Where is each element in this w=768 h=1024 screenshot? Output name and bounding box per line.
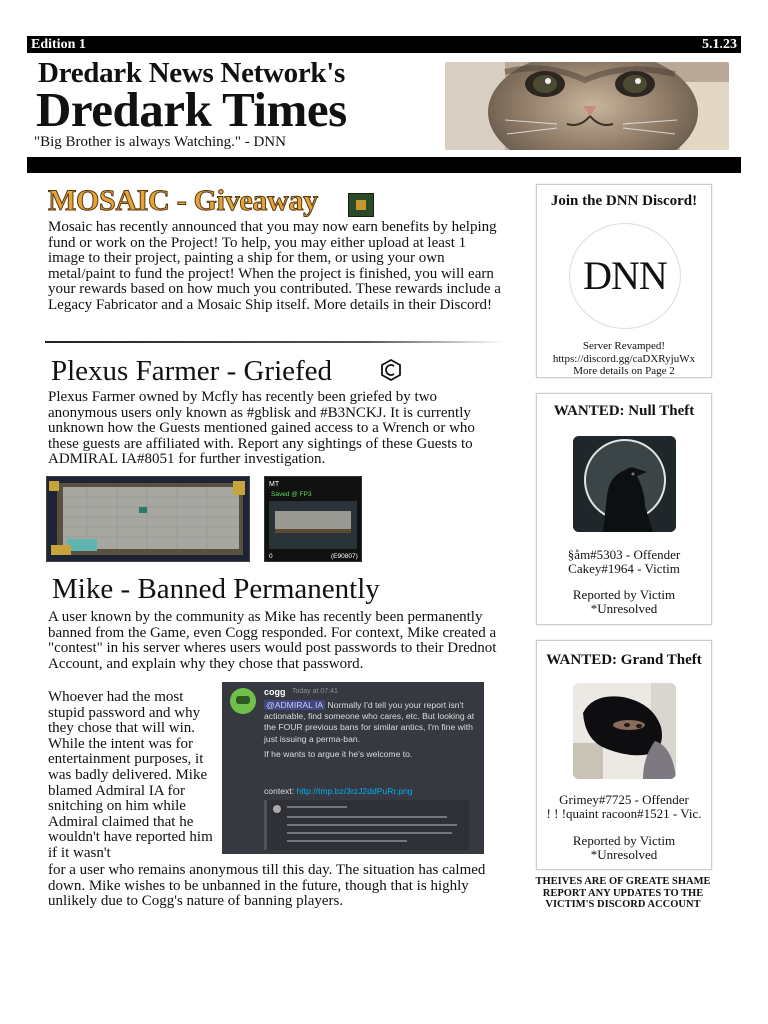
null-status: *Unresolved	[590, 601, 658, 617]
shame-notice: THEIVES ARE OF GREATE SHAME REPORT ANY UPDATES TO THE VICTIM'S DISCORD ACCOUNT	[535, 876, 711, 910]
grand-theft-parties	[537, 793, 711, 822]
ship-screenshot-wide	[46, 476, 250, 562]
mosaic-logo-icon	[348, 193, 374, 217]
grand-offender: Grimey#7725 - Offender	[559, 792, 689, 807]
null-offender: §åm#5303 - Offender	[567, 547, 681, 562]
grand-victim: ! ! !quaint racoon#1521 - Vic.	[546, 806, 702, 822]
discord-invite-link[interactable]: https://discord.gg/caDXRyjuWx	[552, 352, 696, 365]
mike-article-body-top: A user known by the community as Mike has recently been permanently banned from the Game, even Cogg responded. For context, Mike created a "contest" in his server wheres users would post passwords to their Drednot Account, and explain why they chose that password.	[48, 609, 497, 672]
page-reference: More details on Page 2	[573, 365, 675, 377]
discord-context-link[interactable]: http://tmp.bz/3rzJ2ddPuRr.png	[296, 786, 413, 796]
crow-image	[573, 436, 676, 532]
grand-status: *Unresolved	[590, 847, 658, 863]
discord-promo-note	[537, 340, 711, 378]
mike-article-body-bottom: for a user who remains anonymous till this day. The situation has calmed down. Mike wishes to be unbanned in the future, though that is highly unlikely due to Cogg's nature of banning players.	[48, 862, 486, 910]
null-theft-status	[537, 588, 711, 617]
mosaic-headline: MOSAIC - Giveaway	[48, 184, 318, 217]
discord-message-text: Normally I'd tell you your report isn't actionable, find someone who cares, etc. But looking at the FOUR previous bans for similar antics, I'm fine with just issuing a perma-ban.	[264, 700, 475, 744]
discord-username: cogg	[264, 687, 286, 697]
edition-label: Edition 1	[31, 37, 86, 52]
discord-context-line	[264, 786, 413, 796]
discord-message-screenshot	[222, 682, 484, 854]
newspaper-title: Dredark Times	[36, 82, 347, 137]
dnn-logo: DNN	[569, 223, 681, 329]
issue-date: 5.1.23	[702, 37, 737, 52]
cat-photo	[445, 62, 729, 150]
wanted-grand-theft-title: WANTED: Grand Theft	[546, 652, 702, 668]
discord-message-text-2: If he wants to argue it he's welcome to.	[264, 748, 413, 759]
shot2-id: (E90807)	[331, 553, 358, 560]
ship-screenshot-small	[264, 476, 362, 562]
avatar	[230, 688, 256, 714]
wanted-grand-theft-box	[536, 640, 712, 870]
null-victim: Cakey#1964 - Victim	[568, 561, 680, 577]
grand-reported-by: Reported by Victim	[572, 833, 676, 848]
network-name: Dredark News Network's	[38, 57, 345, 89]
shot2-saved-label: Saved @ FP3	[271, 491, 312, 498]
null-reported-by: Reported by Victim	[572, 587, 676, 602]
discord-mention: @ADMIRAL IA	[266, 700, 324, 710]
wanted-null-theft-box	[536, 393, 712, 625]
hexagon-icon	[381, 359, 401, 381]
edition-bar	[27, 36, 741, 53]
discord-message	[264, 700, 476, 760]
mike-headline: Mike - Banned Permanently	[52, 573, 380, 605]
masthead-quote: "Big Brother is always Watching." - DNN	[34, 134, 286, 150]
plexus-headline: Plexus Farmer - Griefed	[51, 355, 333, 387]
grand-theft-status	[537, 834, 711, 863]
discord-promo-title: Join the DNN Discord!	[550, 193, 698, 209]
discord-promo-box	[536, 184, 712, 378]
discord-context-label: context:	[264, 786, 297, 796]
shot2-count: 0	[269, 553, 273, 560]
server-revamped-text: Server Revamped!	[582, 340, 666, 352]
plexus-article-body: Plexus Farmer owned by Mcfly has recently been griefed by two anonymous users only known as #gblisk and #B3NCKJ. It is currently unknown how the Guests mentioned gained access to a Wrench or who these guests are affiliated with. Report any sightings of these Guests to ADMIRAL IA#8051 for further investigation.	[48, 389, 475, 468]
wanted-null-theft-title: WANTED: Null Theft	[553, 403, 695, 419]
header-divider-bar	[27, 157, 741, 173]
mike-article-body-left: Whoever had the most stupid password and why they chose that will win. While the intent was for entertainment purposes, it was badly delivered. Mike blamed Admiral IA for snitching on him while Admiral claimed that he wouldn't have reported him if it wasn't	[48, 689, 213, 861]
discord-timestamp: Today at 07:41	[292, 688, 338, 695]
section-divider	[45, 341, 505, 343]
discord-embed-image	[264, 800, 469, 850]
mosaic-article-body: Mosaic has recently announced that you may now earn benefits by helping fund or work on the Project! To help, you may either upload at least 1 image to their project, painting a ship for them, or using your own metal/paint to fund the project! When the project is finished, you will earn your rewards based on how much you contributed. These rewards include a Legacy Fabricator and a Mosaic Ship itself. More details in their Discord!	[48, 219, 501, 313]
shot2-top-label: MT	[269, 481, 280, 488]
masked-person-image	[573, 683, 676, 779]
null-theft-parties	[537, 548, 711, 577]
